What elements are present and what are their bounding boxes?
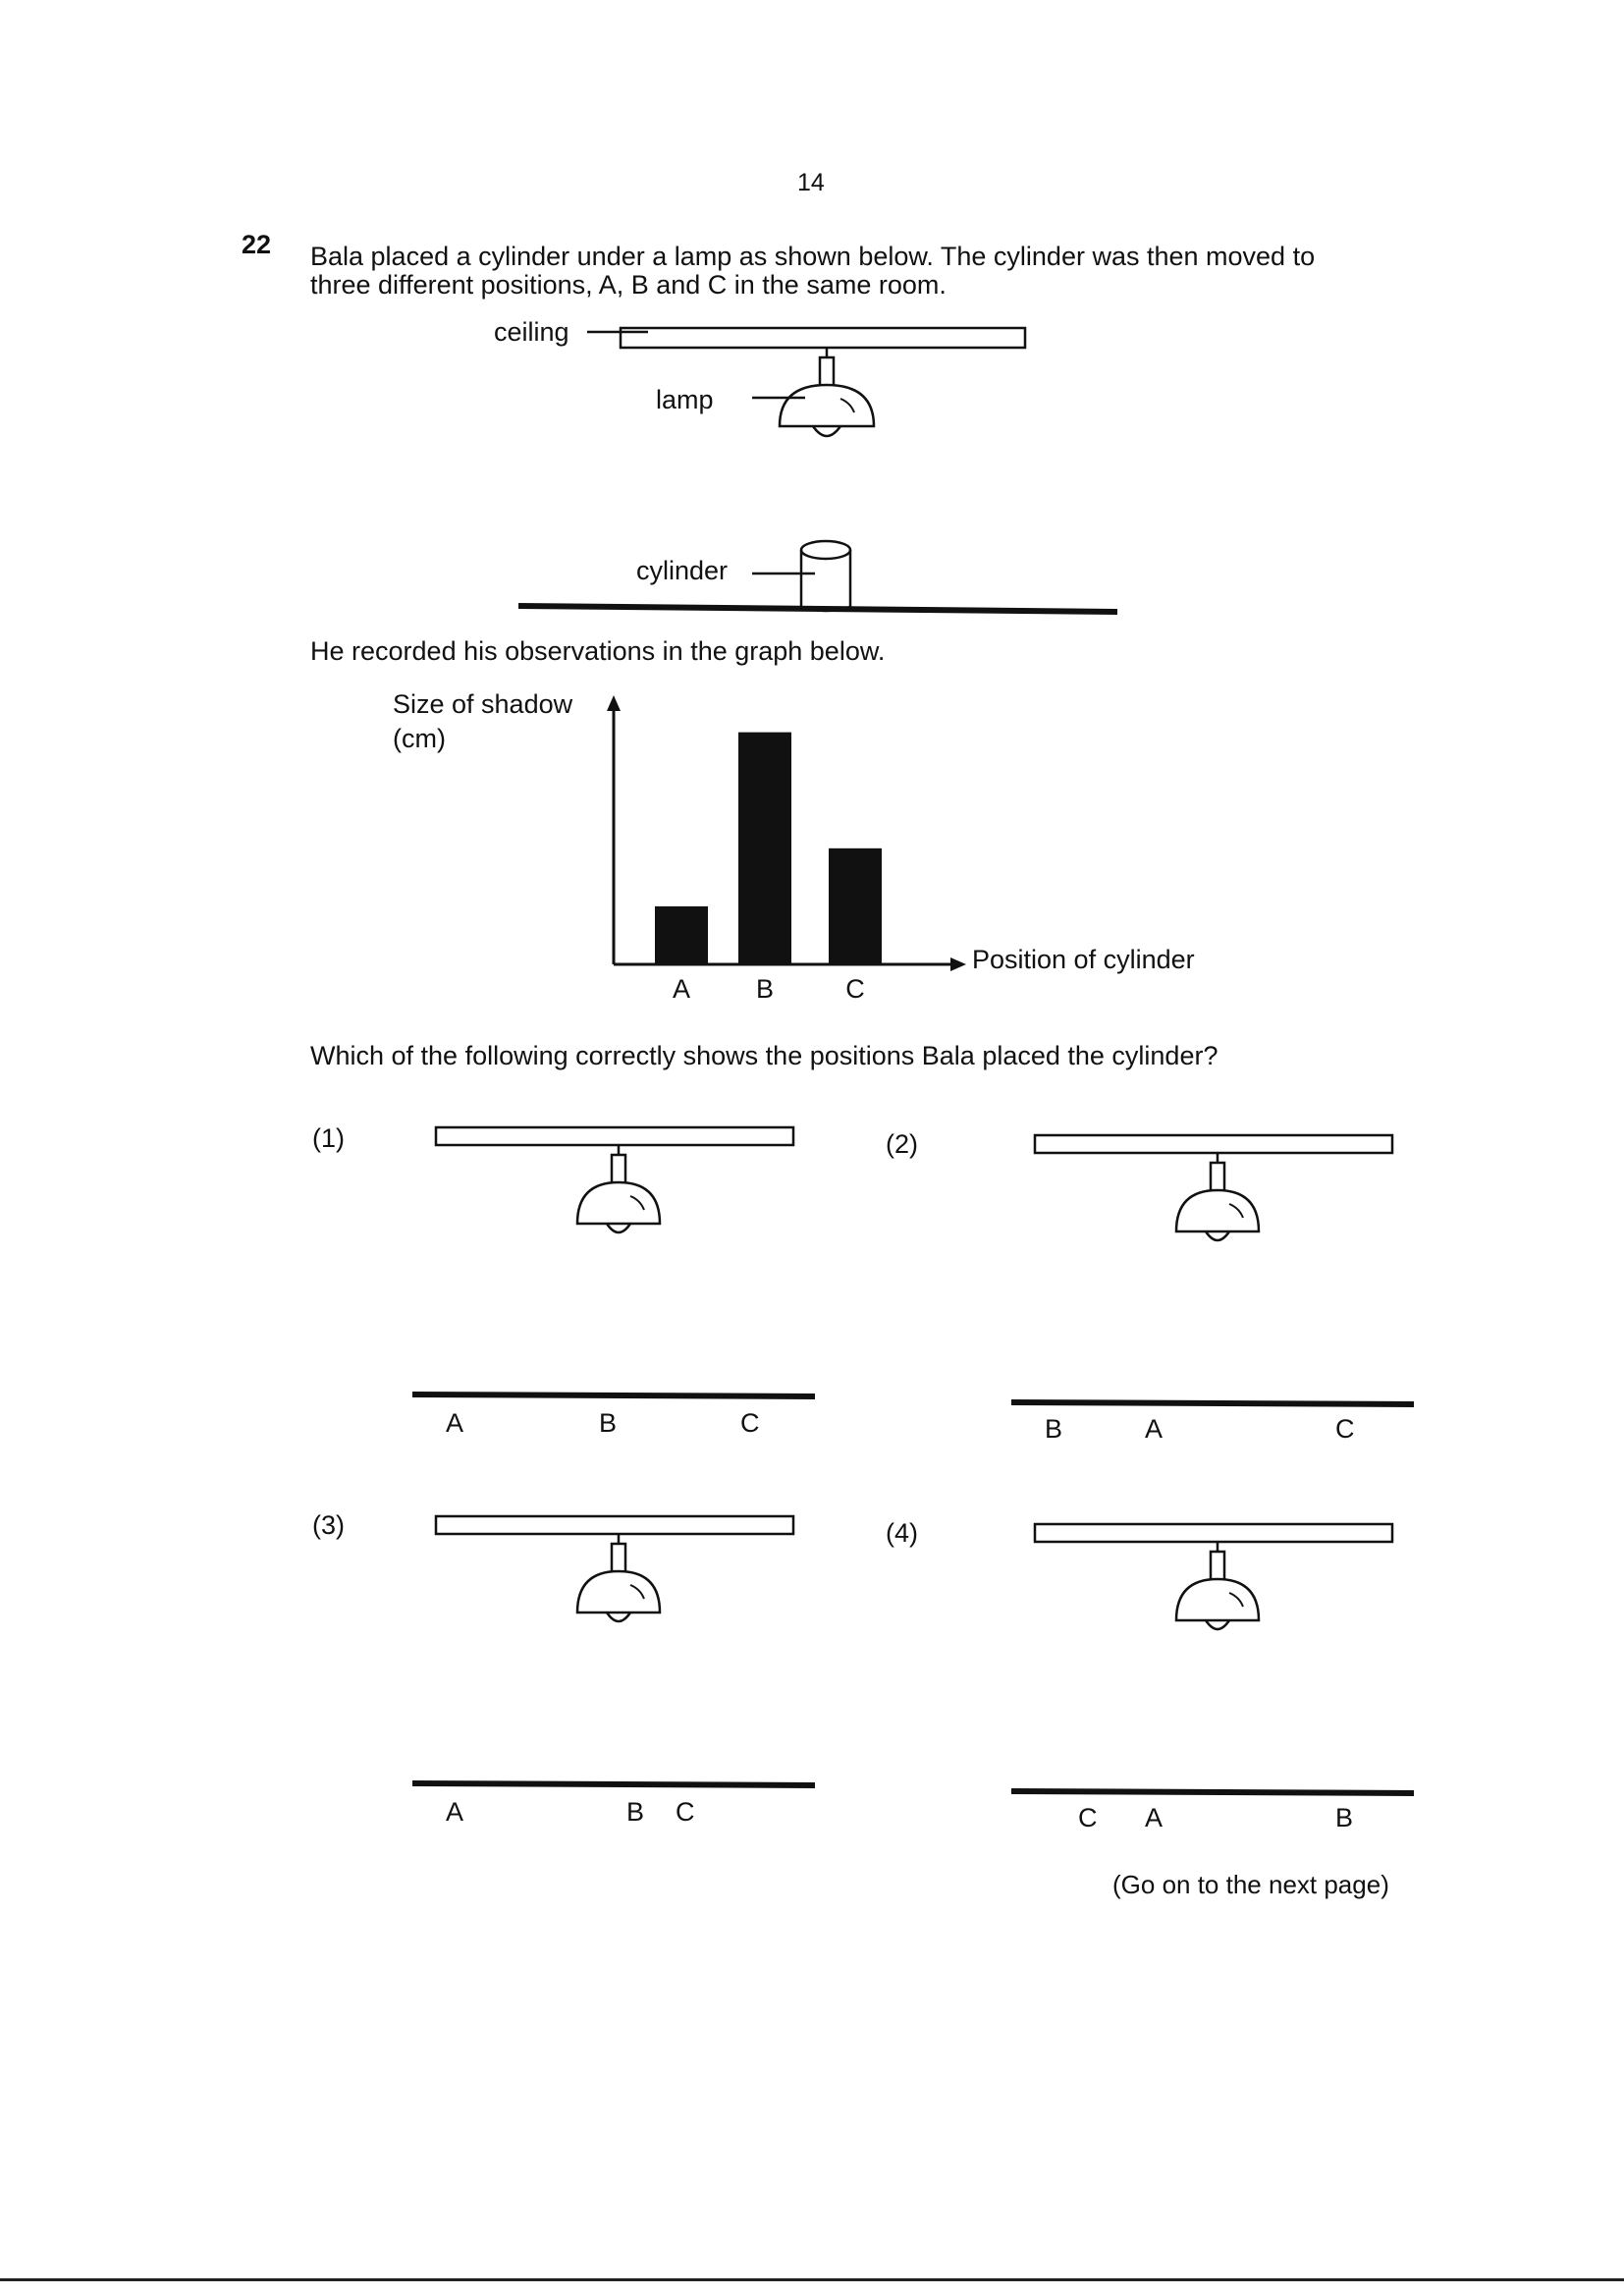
option-1-lamp-icon (577, 1145, 660, 1232)
chart-bar-b (738, 733, 791, 964)
option-2-position-2: A (1145, 1414, 1164, 1444)
footer-next-page: (Go on to the next page) (1112, 1870, 1389, 1899)
option-2-position-1: B (1045, 1414, 1063, 1444)
chart-bar-c (829, 848, 882, 964)
option-3-ceiling-bar (436, 1516, 793, 1534)
chart-ylabel-line-1: Size of shadow (393, 689, 573, 719)
option-1-position-1: A (446, 1408, 464, 1438)
cylinder-label: cylinder (636, 556, 729, 585)
chart-tick-label-a: A (672, 974, 691, 1004)
question-text-line-1: Bala placed a cylinder under a lamp as shown below. The cylinder was then moved to (310, 242, 1316, 271)
option-2-ceiling-bar (1035, 1135, 1392, 1153)
chart-ylabel-line-2: (cm) (393, 724, 446, 753)
option-4-floor-line (1011, 1791, 1414, 1793)
option-3-floor-line (412, 1783, 815, 1785)
option-4-lamp-icon (1176, 1542, 1259, 1629)
option-2-diagram (1001, 1127, 1424, 1422)
chart-y-axis-arrow (607, 695, 621, 711)
option-3-position-3: C (676, 1797, 695, 1827)
option-4-position-3: B (1335, 1803, 1354, 1832)
option-3-position-1: A (446, 1797, 464, 1827)
option-1-position-2: B (599, 1408, 618, 1438)
ceiling-label: ceiling (494, 317, 569, 347)
option-2-lamp-icon (1176, 1153, 1259, 1240)
option-1-position-3: C (740, 1408, 760, 1438)
option-3-lamp-icon (577, 1534, 660, 1621)
chart-x-axis-arrow (950, 957, 966, 971)
question-number: 22 (242, 230, 272, 259)
option-2-label: (2) (886, 1129, 918, 1159)
option-2-floor-line (1011, 1402, 1414, 1404)
lamp-icon (780, 348, 874, 436)
setup-diagram (491, 314, 1139, 629)
option-4-label: (4) (886, 1518, 918, 1548)
option-4-position-1: C (1078, 1803, 1098, 1832)
shadow-bar-chart (569, 687, 1001, 1002)
cylinder-icon (801, 541, 850, 611)
observation-text: He recorded his observations in the graph below. (310, 636, 886, 666)
floor-line (518, 606, 1117, 612)
option-3-label: (3) (312, 1510, 345, 1540)
option-3-position-2: B (626, 1797, 645, 1827)
question-text-line-2: three different positions, A, B and C in the same room. (310, 270, 947, 300)
option-1-ceiling-bar (436, 1127, 793, 1145)
lamp-label: lamp (656, 385, 714, 414)
option-1-label: (1) (312, 1123, 345, 1153)
chart-tick-label-b: B (755, 974, 775, 1004)
page-bottom-rule (0, 2278, 1624, 2281)
chart-xlabel: Position of cylinder (972, 945, 1195, 974)
option-3-diagram (403, 1508, 825, 1803)
option-1-diagram (403, 1120, 825, 1414)
option-4-diagram (1001, 1516, 1424, 1811)
option-4-position-2: A (1145, 1803, 1164, 1832)
option-4-ceiling-bar (1035, 1524, 1392, 1542)
ceiling-bar (621, 328, 1025, 348)
question-prompt: Which of the following correctly shows the positions Bala placed the cylinder? (310, 1041, 1218, 1070)
page-number: 14 (797, 169, 825, 196)
chart-tick-label-c: C (845, 974, 865, 1004)
chart-bar-a (655, 906, 708, 964)
option-1-floor-line (412, 1394, 815, 1396)
option-2-position-3: C (1335, 1414, 1355, 1444)
